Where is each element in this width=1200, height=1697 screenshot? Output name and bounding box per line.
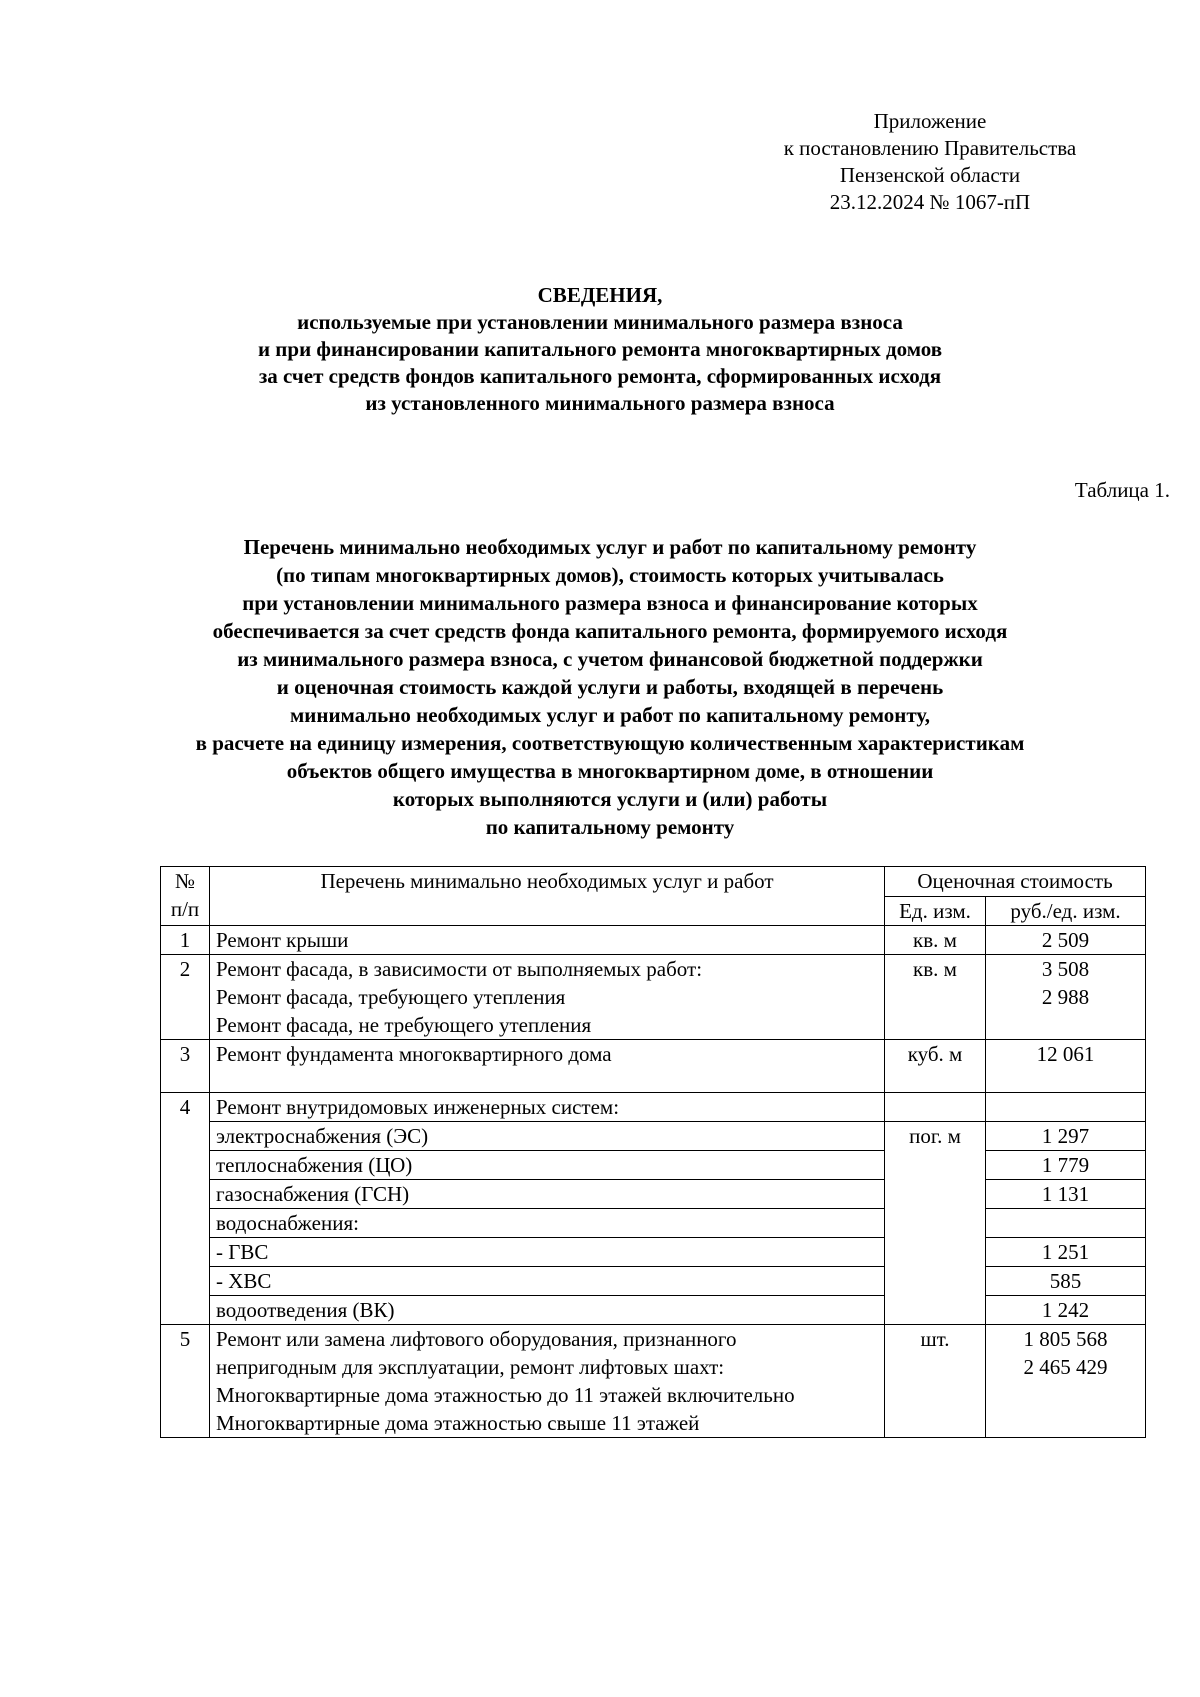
appendix-line: Приложение xyxy=(873,109,987,133)
row-name: Ремонт или замена лифтового оборудования, признанного непригодным для эксплуатации, ремонт лифтовых шахт: Многоквартирные дома этажностью до 11 этажей включительно Многоквартирные дома этажностью свыше 11 этажей xyxy=(210,1325,885,1438)
table-title-line: по капитальному ремонту xyxy=(485,815,735,839)
table-subrow xyxy=(161,1209,1146,1238)
appendix-block xyxy=(740,108,1120,216)
subrow-name: электроснабжения (ЭС) xyxy=(210,1122,885,1151)
subrow-cost: 1 779 xyxy=(986,1151,1146,1180)
table-row xyxy=(161,1325,1146,1438)
row-num: 1 xyxy=(161,926,210,955)
table-title-line: (по типам многоквартирных домов), стоимость которых учитывалась xyxy=(276,563,944,587)
table-title-line: Перечень минимально необходимых услуг и работ по капитальному ремонту xyxy=(243,535,977,559)
row-num: 3 xyxy=(161,1040,210,1093)
row-unit-empty xyxy=(885,1093,986,1122)
row-cost: 2 509 xyxy=(986,926,1146,955)
row-cost-empty xyxy=(986,1093,1146,1122)
subrow-name: водоснабжения: xyxy=(210,1209,885,1238)
row-unit: куб. м xyxy=(885,1040,986,1093)
services-cost-table xyxy=(160,866,1146,1438)
table-row xyxy=(161,1040,1146,1093)
subrow-cost: 585 xyxy=(986,1267,1146,1296)
table-title-line: и оценочная стоимость каждой услуги и работы, входящей в перечень xyxy=(276,675,944,699)
table-row xyxy=(161,1093,1146,1122)
title-line: используемые при установлении минимального размера взноса xyxy=(297,310,903,334)
header-unit: Ед. изм. xyxy=(885,897,986,926)
subrow-name: - ГВС xyxy=(210,1238,885,1267)
appendix-line: Пензенской области xyxy=(839,163,1021,187)
table-subrow xyxy=(161,1122,1146,1151)
appendix-date-number: 23.12.2024 № 1067-пП xyxy=(829,190,1031,214)
row-cost: 3 508 2 988 xyxy=(986,955,1146,1040)
table-title-line: объектов общего имущества в многоквартирном доме, в отношении xyxy=(286,759,934,783)
row-unit: кв. м xyxy=(885,926,986,955)
table-title-line: минимально необходимых услуг и работ по капитальному ремонту, xyxy=(289,703,931,727)
table-title-line: в расчете на единицу измерения, соответствующую количественным характеристикам xyxy=(195,731,1025,755)
title-line: из установленного минимального размера взноса xyxy=(365,391,835,415)
header-services: Перечень минимально необходимых услуг и работ xyxy=(210,867,885,926)
row-unit: шт. xyxy=(885,1325,986,1438)
table-title-line: обеспечивается за счет средств фонда капитального ремонта, формируемого исходя xyxy=(212,619,1008,643)
subrow-name: водоотведения (ВК) xyxy=(210,1296,885,1325)
header-num: № п/п xyxy=(161,867,210,926)
title-line: за счет средств фондов капитального ремонта, сформированных исходя xyxy=(258,364,942,388)
subrow-name: теплоснабжения (ЦО) xyxy=(210,1151,885,1180)
subrow-name: газоснабжения (ГСН) xyxy=(210,1180,885,1209)
row-cost: 12 061 xyxy=(986,1040,1146,1093)
table-subrow xyxy=(161,1238,1146,1267)
subrow-cost: 1 242 xyxy=(986,1296,1146,1325)
header-estimated-cost: Оценочная стоимость xyxy=(885,867,1146,897)
table-label: Таблица 1. xyxy=(1074,478,1170,502)
row-unit: пог. м xyxy=(885,1122,986,1325)
table-title xyxy=(130,533,1090,841)
table-subrow xyxy=(161,1180,1146,1209)
table-header-row xyxy=(161,867,1146,897)
subrow-cost: 1 297 xyxy=(986,1122,1146,1151)
row-num: 2 xyxy=(161,955,210,1040)
row-num: 5 xyxy=(161,1325,210,1438)
subrow-name: - ХВС xyxy=(210,1267,885,1296)
row-name: Ремонт фасада, в зависимости от выполняемых работ: Ремонт фасада, требующего утепления Ремонт фасада, не требующего утепления xyxy=(210,955,885,1040)
table-row xyxy=(161,955,1146,1040)
row-name: Ремонт внутридомовых инженерных систем: xyxy=(210,1093,885,1122)
table-subrow xyxy=(161,1296,1146,1325)
table-subrow xyxy=(161,1151,1146,1180)
document-title xyxy=(140,282,1060,417)
appendix-line: к постановлению Правительства xyxy=(783,136,1077,160)
row-name: Ремонт фундамента многоквартирного дома xyxy=(210,1040,885,1093)
table-title-line: при установлении минимального размера взноса и финансирование которых xyxy=(242,591,978,615)
title-heading: СВЕДЕНИЯ, xyxy=(537,283,663,307)
subrow-cost: 1 251 xyxy=(986,1238,1146,1267)
subrow-cost xyxy=(986,1209,1146,1238)
title-line: и при финансировании капитального ремонта многоквартирных домов xyxy=(257,337,943,361)
row-name: Ремонт крыши xyxy=(210,926,885,955)
table-row xyxy=(161,926,1146,955)
table-subrow xyxy=(161,1267,1146,1296)
row-unit: кв. м xyxy=(885,955,986,1040)
row-cost: 1 805 568 2 465 429 xyxy=(986,1325,1146,1438)
table-title-line: которых выполняются услуги и (или) работы xyxy=(392,787,828,811)
row-num: 4 xyxy=(161,1093,210,1325)
table-title-line: из минимального размера взноса, с учетом финансовой бюджетной поддержки xyxy=(237,647,983,671)
subrow-cost: 1 131 xyxy=(986,1180,1146,1209)
header-rub-per-unit: руб./ед. изм. xyxy=(986,897,1146,926)
